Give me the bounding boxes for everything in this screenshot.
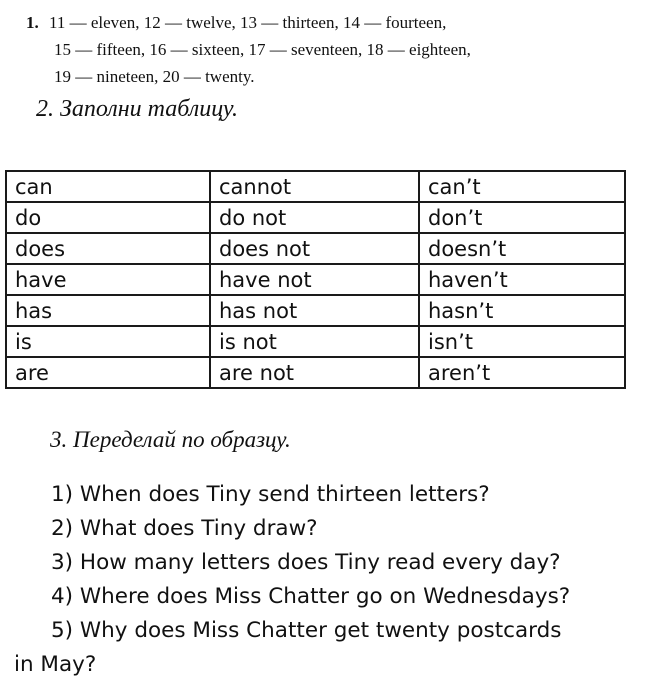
question-4: 4) Where does Miss Chatter go on Wednesdays? (51, 584, 571, 609)
table-cell: cannot (210, 171, 419, 202)
table-cell: has not (210, 295, 419, 326)
exercise-3-heading: 3. Переделай по образцу. (50, 427, 291, 452)
verb-forms-table (5, 170, 626, 389)
exercise-1-line-2: 15 — fifteen, 16 — sixteen, 17 — seventeen, 18 — eighteen, (54, 40, 471, 59)
table-row (6, 171, 625, 202)
exercise-3-questions (14, 478, 650, 682)
exercise-1-line-3: 19 — nineteen, 20 — twenty. (54, 67, 255, 86)
table-cell: doesn’t (419, 233, 625, 264)
table-cell: are not (210, 357, 419, 388)
table-row (6, 326, 625, 357)
question-3: 3) How many letters does Tiny read every day? (51, 550, 561, 575)
table-cell: do not (210, 202, 419, 233)
table-cell: can (6, 171, 210, 202)
table-row (6, 233, 625, 264)
table-cell: have (6, 264, 210, 295)
table-cell: hasn’t (419, 295, 625, 326)
exercise-1-text-1: 11 — eleven, 12 — twelve, 13 — thirteen, 14 — fourteen, (49, 13, 447, 32)
table-cell: is (6, 326, 210, 357)
question-1: 1) When does Tiny send thirteen letters? (51, 482, 490, 507)
table-cell: has (6, 295, 210, 326)
exercise-1-number: 1. (26, 13, 39, 32)
question-5: 5) Why does Miss Chatter get twenty postcards (51, 618, 562, 643)
table-cell: are (6, 357, 210, 388)
table-cell: is not (210, 326, 419, 357)
exercise-1 (26, 9, 626, 90)
table-cell: isn’t (419, 326, 625, 357)
question-2: 2) What does Tiny draw? (51, 516, 318, 541)
table-cell: does (6, 233, 210, 264)
table-cell: haven’t (419, 264, 625, 295)
table-cell: do (6, 202, 210, 233)
table-cell: can’t (419, 171, 625, 202)
table-row (6, 264, 625, 295)
table-row (6, 357, 625, 388)
table-cell: have not (210, 264, 419, 295)
table-row (6, 202, 625, 233)
table-cell: don’t (419, 202, 625, 233)
question-5-continuation: in May? (14, 652, 97, 677)
exercise-2-heading: 2. Заполни таблицу. (36, 96, 239, 122)
table-row (6, 295, 625, 326)
exercise-1-line-1 (26, 9, 626, 36)
table-cell: does not (210, 233, 419, 264)
table-cell: aren’t (419, 357, 625, 388)
